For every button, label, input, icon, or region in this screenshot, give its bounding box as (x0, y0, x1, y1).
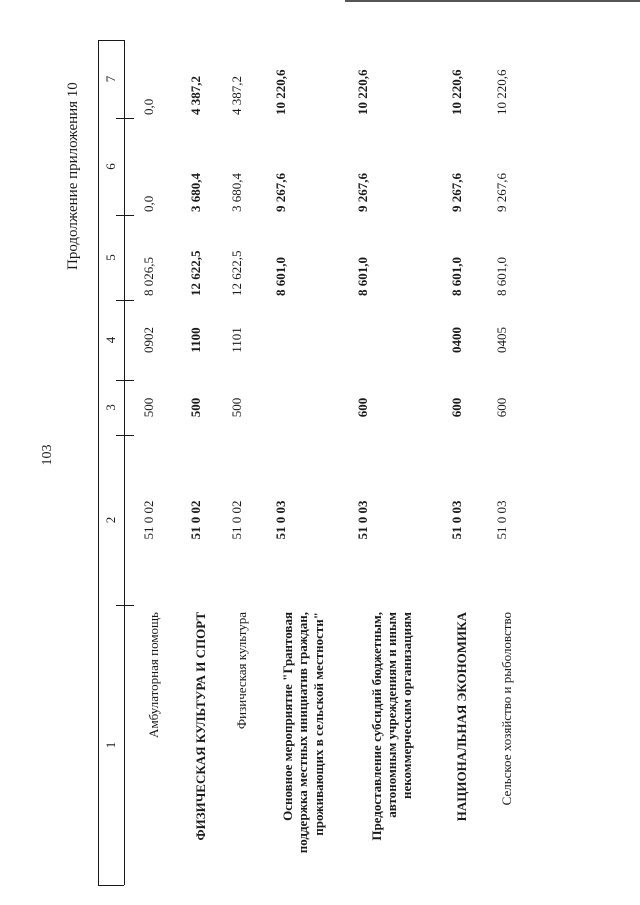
row-4-col-2: 51 0 03 (273, 500, 288, 540)
row-2-col-5: 12 622,5 (188, 250, 203, 296)
row-5-col-5: 8 601,0 (355, 257, 370, 296)
row-5-col-6: 9 267,6 (355, 173, 370, 212)
row-3-col-4: 1101 (229, 327, 244, 353)
row-3-col-6: 3 680,4 (229, 173, 244, 212)
row-5-col-7: 10 220,6 (355, 69, 370, 115)
scan-edge-line (345, 0, 640, 2)
column-divider (98, 885, 124, 886)
column-header-6: 6 (103, 163, 118, 170)
row-1-col-4: 0902 (141, 327, 156, 353)
row-7-col-2: 51 0 03 (494, 500, 509, 540)
row-6-col-6: 9 267,6 (449, 173, 464, 212)
row-name: Амбулаторная помощь (146, 612, 161, 738)
row-2-col-4: 1100 (188, 327, 203, 353)
row-5-col-2: 51 0 03 (355, 500, 370, 540)
row-1-col-5: 8 026,5 (141, 257, 156, 296)
row-6-col-5: 8 601,0 (449, 257, 464, 296)
row-2-col-3: 500 (188, 397, 203, 418)
row-name: ФИЗИЧЕСКАЯ КУЛЬТУРА И СПОРТ (193, 612, 208, 841)
row-5-col-3: 600 (355, 397, 370, 418)
row-3-col-7: 4 387,2 (229, 76, 244, 115)
row-4-col-6: 9 267,6 (273, 173, 288, 212)
row-name: НАЦИОНАЛЬНАЯ ЭКОНОМИКА (454, 612, 469, 822)
row-4-col-5: 8 601,0 (273, 257, 288, 296)
row-1-col-3: 500 (141, 397, 156, 418)
column-header-7: 7 (103, 75, 118, 83)
row-name: Сельское хозяйство и рыболовство (499, 612, 514, 806)
row-name: Основное мероприятие "Грантовая поддержка местных инициатив граждан, проживающих в сельской местности" (280, 612, 326, 854)
row-name: Физическая культура (234, 612, 249, 730)
row-6-col-7: 10 220,6 (449, 69, 464, 115)
appendix-caption: Продолжение приложения 10 (64, 82, 81, 270)
row-name: Предоставление субсидий бюджетным, автономным учреждениям и иным некоммерческим организациям (368, 612, 415, 841)
column-header-4: 4 (103, 336, 118, 344)
row-2-col-6: 3 680,4 (188, 173, 203, 212)
row-7-col-7: 10 220,6 (494, 69, 509, 115)
header-row-divider (124, 40, 125, 885)
row-1-col-6: 0,0 (141, 195, 156, 212)
row-4-col-7: 10 220,6 (273, 69, 288, 115)
column-header-5: 5 (103, 254, 118, 261)
column-header-1: 1 (103, 741, 118, 749)
row-6-col-4: 0400 (449, 327, 464, 353)
row-1-col-7: 0,0 (141, 98, 156, 115)
row-7-col-4: 0405 (494, 327, 509, 353)
column-header-3: 3 (103, 404, 118, 411)
row-2-col-7: 4 387,2 (188, 76, 203, 115)
column-header-2: 2 (103, 516, 118, 524)
row-3-col-5: 12 622,5 (229, 250, 244, 296)
row-7-col-3: 600 (494, 397, 509, 418)
row-6-col-3: 600 (449, 397, 464, 418)
row-7-col-6: 9 267,6 (494, 173, 509, 212)
row-3-col-2: 51 0 02 (229, 500, 244, 540)
row-2-col-2: 51 0 02 (188, 500, 203, 540)
row-6-col-2: 51 0 03 (449, 500, 464, 540)
page-number: 103 (40, 444, 55, 466)
row-1-col-2: 51 0 02 (141, 500, 156, 540)
row-7-col-5: 8 601,0 (494, 257, 509, 296)
row-3-col-3: 500 (229, 397, 244, 418)
